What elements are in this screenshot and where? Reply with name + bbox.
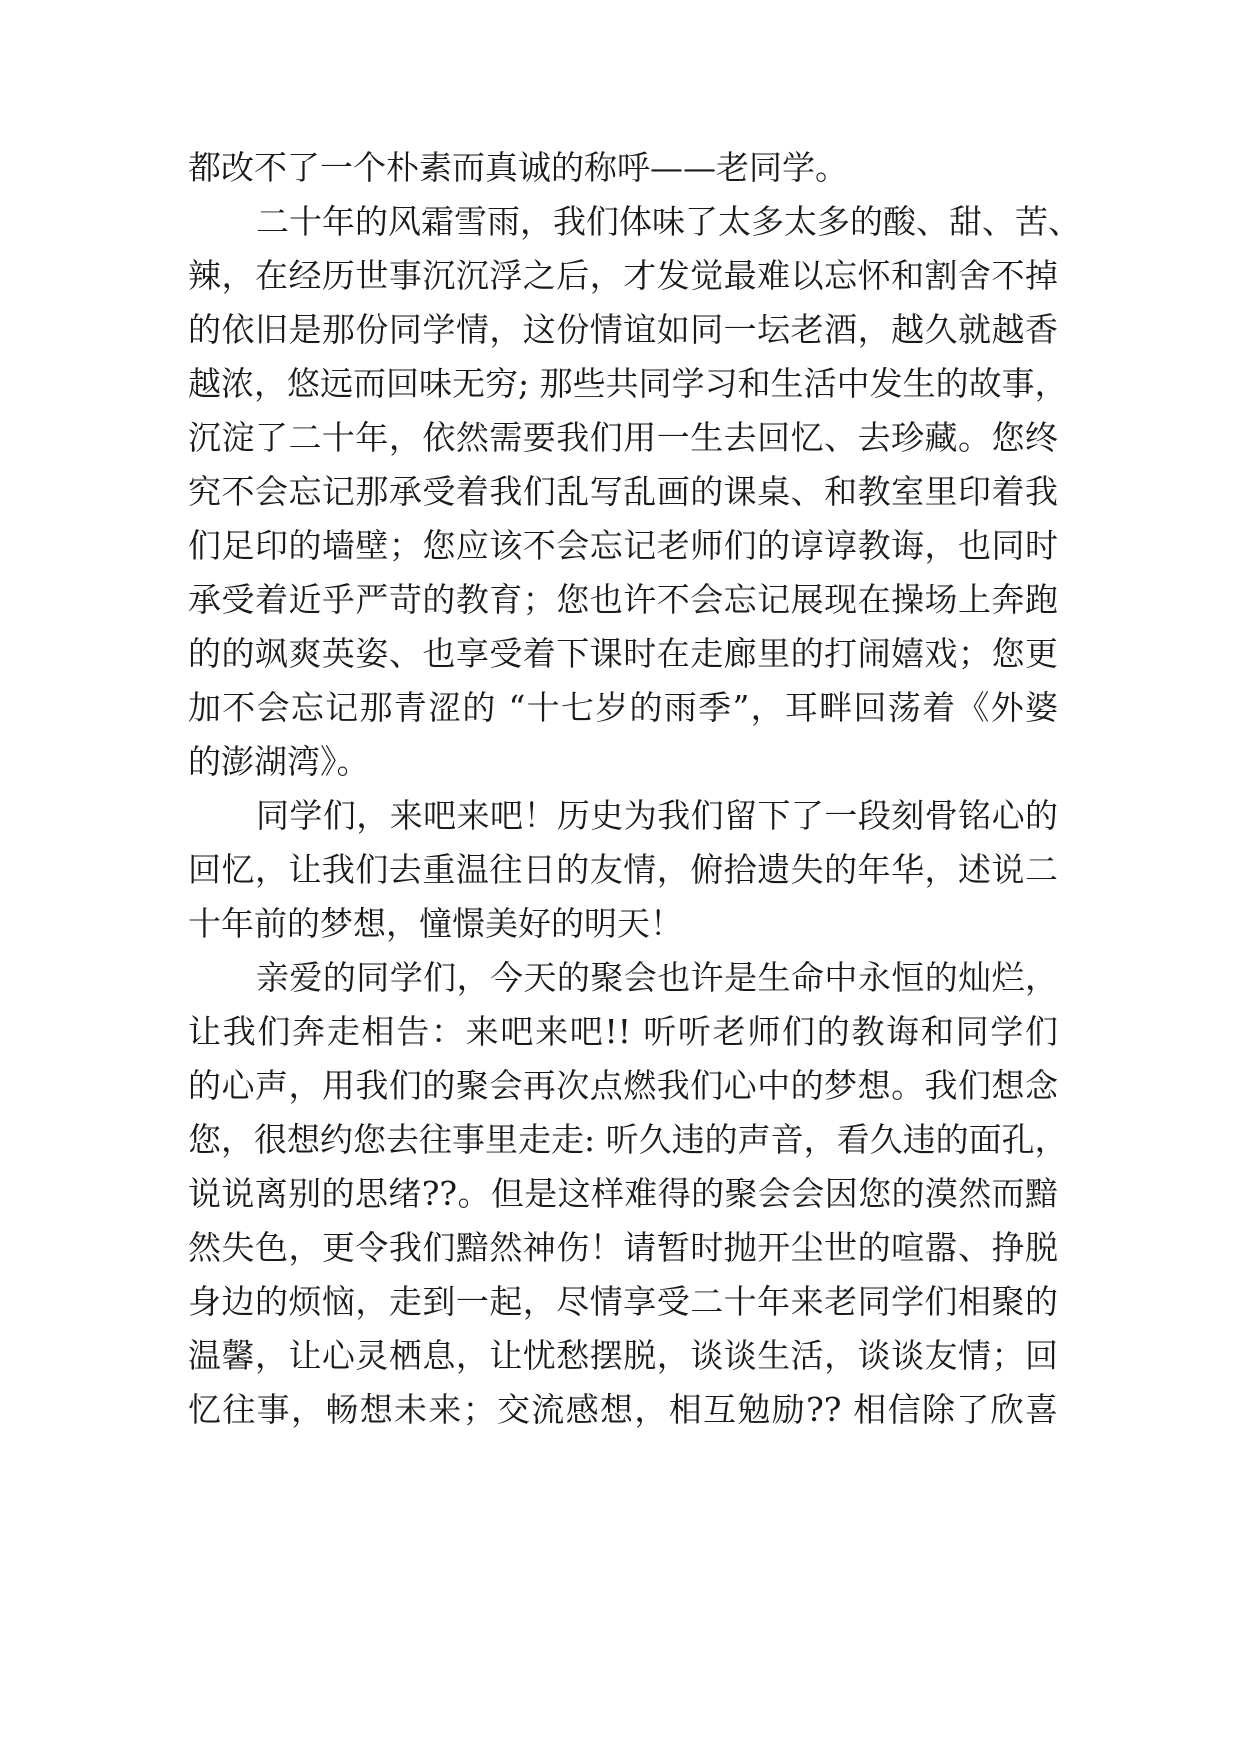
text-line: 承受着近乎严苛的教育；您也许不会忘记展现在操场上奔跑 (188, 580, 1058, 619)
text-line: 辣，在经历世事沉沉浮之后，才发觉最难以忘怀和割舍不掉 (188, 256, 1058, 295)
text-line: 越浓，悠远而回味无穷; 那些共同学习和生活中发生的故事， (188, 364, 1068, 403)
text-line: 都改不了一个朴素而真诚的称呼——老同学。 (188, 148, 848, 187)
text-line: 回忆，让我们去重温往日的友情，俯拾遗失的年华，述说二 (188, 850, 1058, 889)
text-line: 沉淀了二十年，依然需要我们用一生去回忆、去珍藏。您终 (188, 418, 1058, 457)
text-line: 然失色，更令我们黯然神伤！请暂时抛开尘世的喧嚣、挣脱 (188, 1228, 1058, 1267)
text-line: 的的飒爽英姿、也享受着下课时在走廊里的打闹嬉戏；您更 (188, 634, 1058, 673)
text-line: 的心声，用我们的聚会再次点燃我们心中的梦想。我们想念 (188, 1066, 1058, 1105)
text-line: 同学们，来吧来吧！历史为我们留下了一段刻骨铭心的 (256, 796, 1058, 835)
text-line: 十年前的梦想，憧憬美好的明天！ (188, 904, 683, 943)
text-line: 温馨，让心灵栖息，让忧愁摆脱，谈谈生活，谈谈友情；回 (188, 1336, 1058, 1375)
text-line: 二十年的风霜雪雨，我们体味了太多太多的酸、甜、苦、 (256, 202, 1081, 241)
text-line: 身边的烦恼，走到一起，尽情享受二十年来老同学们相聚的 (188, 1282, 1058, 1321)
text-line: 忆往事，畅想未来；交流感想，相互勉励?? 相信除了欣喜 (188, 1390, 1058, 1429)
text-line: 的依旧是那份同学情，这份情谊如同一坛老酒，越久就越香 (188, 310, 1058, 349)
text-line: 亲爱的同学们，今天的聚会也许是生命中永恒的灿烂， (256, 958, 1058, 997)
text-line: 的澎湖湾》。 (188, 742, 370, 781)
text-line: 加不会忘记那青涩的 “十七岁的雨季”，耳畔回荡着《外婆 (188, 688, 1058, 727)
text-line: 们足印的墙壁；您应该不会忘记老师们的谆谆教诲，也同时 (188, 526, 1058, 565)
text-line: 究不会忘记那承受着我们乱写乱画的课桌、和教室里印着我 (188, 472, 1058, 511)
text-line: 您，很想约您去往事里走走: 听久违的声音，看久违的面孔， (188, 1120, 1068, 1159)
text-line: 让我们奔走相告：来吧来吧!! 听听老师们的教诲和同学们 (188, 1012, 1058, 1051)
text-line: 说说离别的思绪??。但是这样难得的聚会会因您的漠然而黯 (188, 1174, 1058, 1213)
